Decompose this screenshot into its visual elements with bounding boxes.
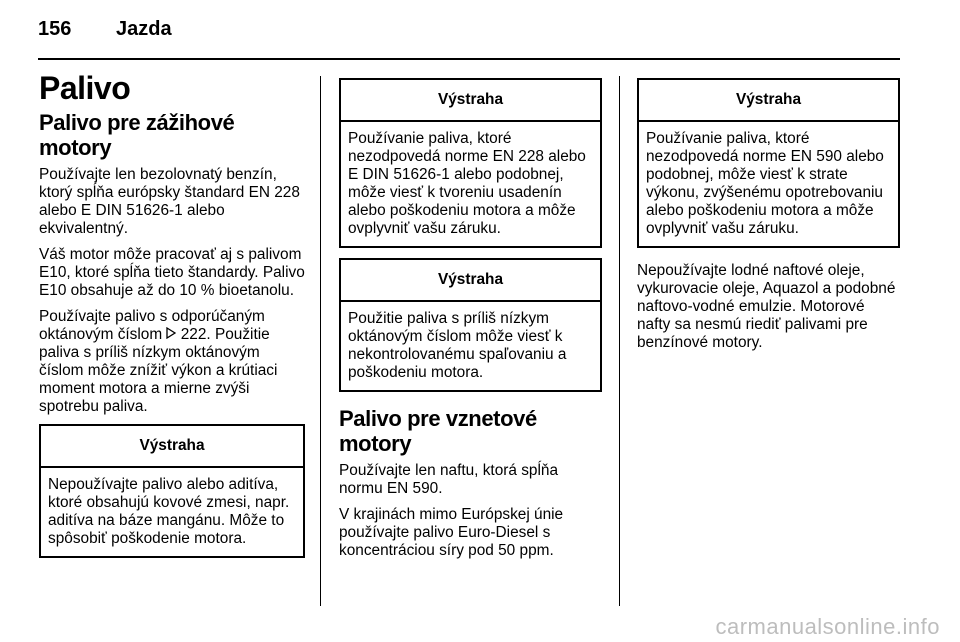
warning-box	[339, 78, 602, 248]
column-1	[39, 70, 305, 568]
warning-text: Nepoužívajte palivo alebo aditíva, ktoré obsahujú kovové zmesi, napr. aditíva na báze mangánu. Môže to spôsobiť poškodenie motora.	[48, 476, 290, 547]
paragraph-text: 222. Použitie paliva s príliš nízkym oktánovým číslom môže znížiť výkon a krútiaci moment motora a mierne zvýši spotrebu paliva.	[39, 326, 278, 415]
warning-text: Použitie paliva s príliš nízkym oktánovým číslom môže viesť k nekontrolovanému spaľovaniu a poškodeniu motora.	[348, 310, 567, 381]
warning-box	[637, 78, 900, 248]
watermark: carmanualsonline.info	[715, 614, 940, 639]
warning-title: Výstraha	[341, 260, 600, 302]
paragraph: Váš motor môže pracovať aj s palivom E10, ktoré spĺňa tieto štandardy. Palivo E10 obsahuje až do 10 % bioetanolu.	[39, 246, 305, 299]
paragraph: Nepoužívajte lodné naftové oleje, vykurovacie oleje, Aquazol a podobné naftovo-vodné emulzie. Motorové nafty sa nesmú riediť palivami pre benzínové motory.	[637, 262, 896, 351]
warning-box	[39, 424, 305, 558]
paragraph-text: Používajte palivo s odporúčaným oktánovým číslom	[39, 308, 265, 343]
paragraph	[39, 308, 305, 416]
section-title: Jazda	[116, 18, 172, 40]
warning-title: Výstraha	[341, 80, 600, 122]
page-title: Palivo	[39, 70, 131, 106]
warning-title: Výstraha	[639, 80, 898, 122]
section-heading-diesel: Palivo pre vznetové motory	[339, 406, 537, 456]
section-heading-petrol: Palivo pre zážihové motory	[39, 110, 235, 160]
paragraph: V krajinách mimo Európskej únie používajte palivo Euro-Diesel s koncentráciou síry pod 50 ppm.	[339, 506, 564, 559]
header-rule	[38, 58, 900, 60]
page-header	[38, 18, 172, 41]
page-number: 156	[38, 18, 72, 40]
paragraph: Používajte len bezolovnatý benzín, ktorý spĺňa európsky štandard EN 228 alebo E DIN 51626-1 alebo ekvivalentný.	[39, 166, 300, 237]
arrow-ref-icon[interactable]	[166, 326, 176, 344]
warning-text: Používanie paliva, ktoré nezodpovedá norme EN 228 alebo E DIN 51626-1 alebo podobnej, môže viesť k tvoreniu usadenín alebo poškodeniu motora a môže ovplyvniť vašu záruku.	[348, 130, 586, 237]
warning-title: Výstraha	[41, 426, 303, 468]
column-2	[339, 78, 602, 568]
column-3	[637, 78, 900, 360]
warning-text: Používanie paliva, ktoré nezodpovedá norme EN 590 alebo podobnej, môže viesť k strate výkonu, zvýšenému opotrebovaniu alebo poškodeniu motora a môže ovplyvniť vašu záruku.	[646, 130, 884, 237]
warning-box	[339, 258, 602, 392]
paragraph: Používajte len naftu, ktorá spĺňa normu EN 590.	[339, 462, 559, 497]
column-divider-2	[619, 76, 620, 606]
column-divider-1	[320, 76, 321, 606]
